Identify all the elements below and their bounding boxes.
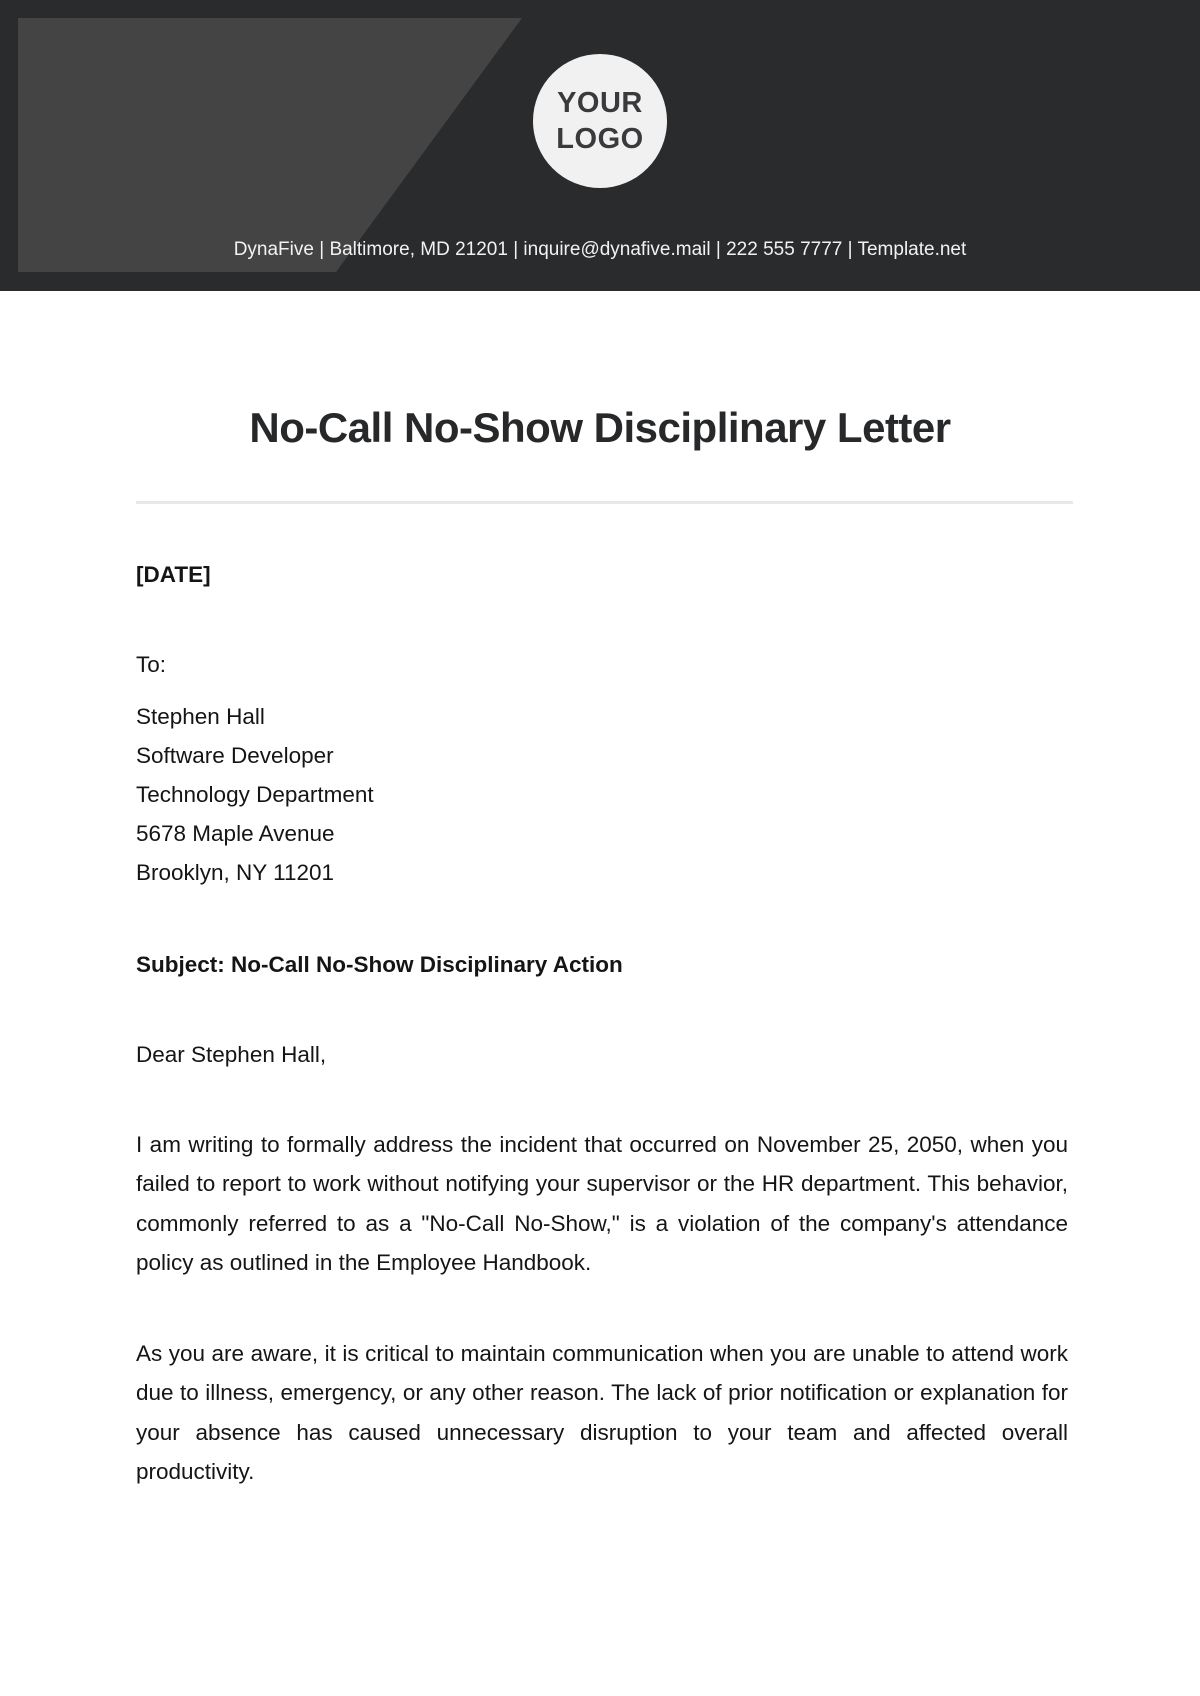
letter-title: No-Call No-Show Disciplinary Letter	[249, 404, 951, 451]
letterhead	[0, 0, 1200, 291]
recipient-name: Stephen Hall	[136, 704, 265, 729]
recipient-department: Technology Department	[136, 782, 374, 807]
title-divider	[136, 501, 1073, 504]
letter-subject: Subject: No-Call No-Show Disciplinary Action	[136, 952, 623, 977]
letter-date: [DATE]	[136, 562, 211, 587]
to-label: To:	[136, 652, 167, 677]
recipient-address	[136, 697, 1068, 892]
salutation: Dear Stephen Hall,	[136, 1042, 327, 1067]
recipient-city: Brooklyn, NY 11201	[136, 860, 335, 885]
logo-line-1: YOUR	[557, 87, 643, 119]
recipient-position: Software Developer	[136, 743, 334, 768]
logo-line-2: LOGO	[556, 123, 644, 155]
recipient-street: 5678 Maple Avenue	[136, 821, 335, 846]
body-paragraph-1: I am writing to formally address the incident that occurred on November 25, 2050, when you failed to report to work without notifying your supervisor or the HR department. This behavior, commonly referred to as a "No-Call No-Show," is a violation of the company's attendance policy as outlined in the Employee Handbook.	[136, 1132, 1068, 1275]
company-logo	[533, 54, 667, 188]
body-paragraph-2: As you are aware, it is critical to maintain communication when you are unable to attend work due to illness, emergency, or any other reason. The lack of prior notification or explanation for your absence has caused unnecessary disruption to your team and affected overall productivity.	[136, 1341, 1068, 1484]
header-decorative-shape	[18, 18, 522, 272]
company-contact-info: DynaFive | Baltimore, MD 21201 | inquire@dynafive.mail | 222 555 7777 | Template.net	[233, 239, 967, 260]
